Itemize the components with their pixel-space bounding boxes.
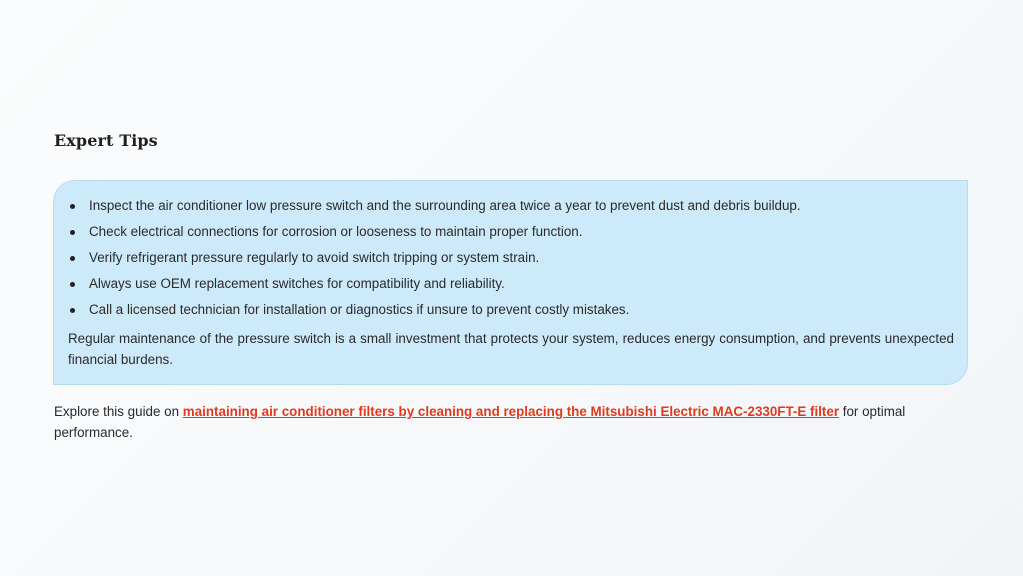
guide-suffix: for optimal performance. bbox=[54, 404, 906, 440]
tip-text: Inspect the air conditioner low pressure switch and the surrounding area twice a year to prevent dust and debris buildup. bbox=[89, 198, 801, 213]
bullet-icon bbox=[70, 256, 75, 261]
list-item bbox=[68, 298, 953, 324]
summary-text: Regular maintenance of the pressure switch is a small investment that protects your system, reduces energy consumption, and prevents unexpected financial burdens. bbox=[68, 331, 954, 367]
section-heading: Expert Tips bbox=[54, 131, 158, 150]
list-item bbox=[68, 194, 953, 220]
filter-guide-link[interactable]: maintaining air conditioner filters by cleaning and replacing the Mitsubishi Electric MAC-2330FT-E filter bbox=[182, 404, 840, 419]
bullet-icon bbox=[70, 230, 75, 235]
tip-text: Verify refrigerant pressure regularly to avoid switch tripping or system strain. bbox=[89, 250, 540, 265]
bullet-icon bbox=[70, 204, 75, 209]
list-item bbox=[68, 220, 953, 246]
tip-text: Call a licensed technician for installation or diagnostics if unsure to prevent costly mistakes. bbox=[89, 302, 630, 317]
bullet-icon bbox=[70, 282, 75, 287]
bullet-icon bbox=[70, 308, 75, 313]
list-item bbox=[68, 272, 953, 298]
guide-prefix: Explore this guide on bbox=[54, 404, 183, 419]
tips-list bbox=[68, 194, 953, 324]
list-item bbox=[68, 246, 953, 272]
tips-box bbox=[53, 180, 968, 385]
guide-paragraph bbox=[54, 401, 954, 443]
tip-text: Always use OEM replacement switches for compatibility and reliability. bbox=[89, 276, 505, 291]
tip-text: Check electrical connections for corrosion or looseness to maintain proper function. bbox=[89, 224, 583, 239]
